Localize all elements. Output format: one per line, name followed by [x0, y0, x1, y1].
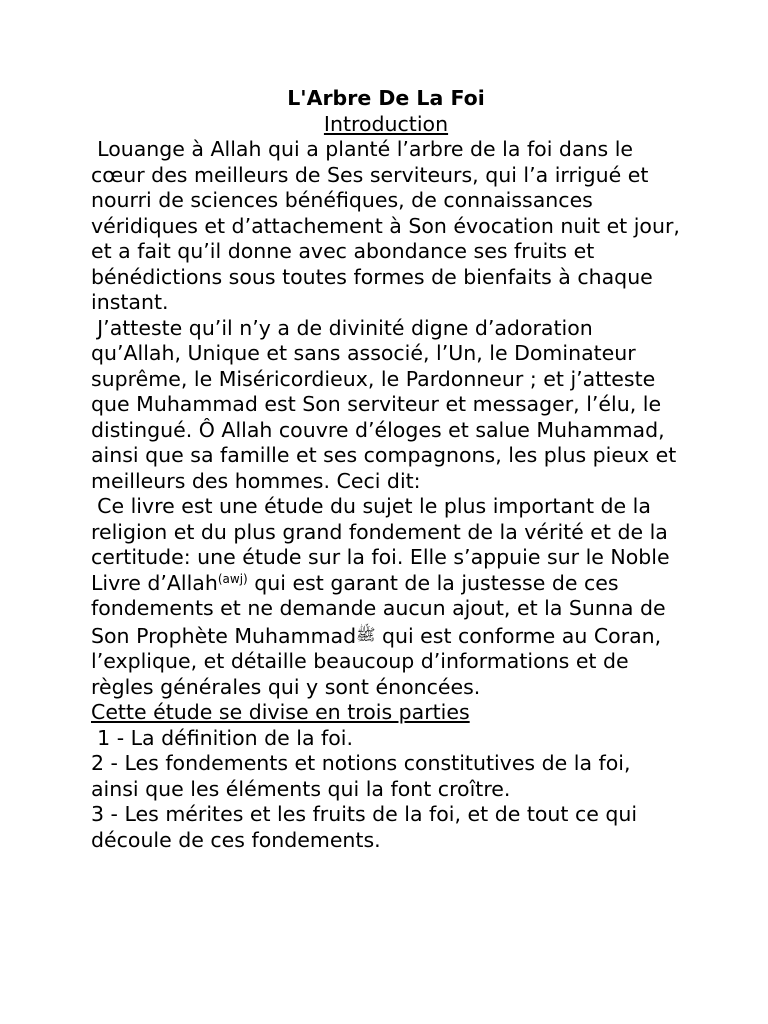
paragraph-testimony: J’atteste qu’il n’y a de divinité digne d’adoration qu’Allah, Unique et sans associé, l’Un, le Dominateur suprême, le Miséricordieux, le Pardonneur ; et j’atteste que Muhammad est Son serviteur et messager, l’élu, le distingué. Ô Allah couvre d’éloges et salue Muhammad, ainsi que sa famille et ses compagnons, les plus pieux et meilleurs des hommes. Ceci dit: — [91, 315, 677, 493]
paragraph-praise: Louange à Allah qui a planté l’arbre de la foi dans le cœur des meilleurs de Ses serviteurs, qui l’a irrigué et nourri de sciences bénéfiques, de connaissances véridiques et d’attachement à Son évocation nuit et jour, et a fait qu’il donne avec abondance ses fruits et bénédictions sous toutes formes de bienfaits à chaque instant. — [91, 137, 680, 314]
list-item: 3 - Les mérites et les fruits de la foi, et de tout ce qui découle de ces fondements. — [91, 802, 638, 852]
list-item: 2 - Les fondements et notions constitutives de la foi, ainsi que les éléments qui la font croître. — [91, 751, 631, 801]
list-item: 1 - La définition de la foi. — [97, 725, 354, 750]
paragraph-book-description — [91, 494, 681, 700]
document-subtitle: Introduction — [323, 111, 449, 136]
parts-list — [91, 726, 681, 854]
pbuh-ligature-icon: ﷺ — [356, 624, 376, 644]
document-title: L'Arbre De La Foi — [287, 86, 485, 110]
paragraph-text: Ce livre est une étude du sujet le plus important de la religion et du plus grand fondement de la vérité et de la certitude: une étude sur la foi. Elle s’appuie sur le Noble Livre d’Allah — [91, 494, 670, 595]
section-heading: Cette étude se divise en trois parties — [91, 700, 470, 724]
paragraph-text: qui est conforme au Coran, l’explique, et détaille beaucoup d’informations et de règles générales qui y sont énoncées. — [91, 623, 662, 699]
document-page — [91, 86, 681, 853]
awj-superscript: (awj) — [217, 571, 248, 586]
paragraph-text: qui est garant de la justesse de ces fondements et ne demande aucun ajout, et la Sunna de Son Prophète Muhammad — [91, 570, 666, 648]
